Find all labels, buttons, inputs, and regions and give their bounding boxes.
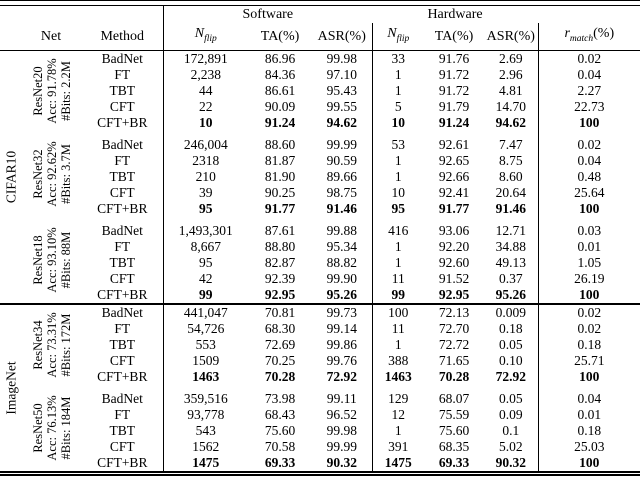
value-cell: 92.60 [438,254,470,270]
value-cell: 90.09 [264,98,296,114]
value-cell: 99.98 [312,423,372,439]
value-cell: 99.99 [312,439,372,455]
value-cell: 100 [579,454,600,470]
net-acc-line: Acc: 91.78% [45,58,59,124]
table-row [0,304,640,321]
net-bits-line: #Bits: 2.2M [59,60,73,121]
value-cell: 2.96 [484,67,538,83]
value-cell: 0.009 [484,304,538,321]
bottom-double-rule [0,471,640,476]
value-cell: 172,891 [183,50,228,66]
value-cell: 68.43 [264,406,296,422]
net-label [22,50,82,131]
value-cell: 91.24 [264,114,296,130]
value-cell: 100 [579,286,600,302]
value-cell: 39 [199,184,213,200]
value-cell: 100 [579,114,600,130]
value-cell: 8,667 [190,238,221,254]
value-cell: 92.41 [438,184,470,200]
value-cell: 12 [391,406,406,422]
value-cell: 10 [391,184,406,200]
value-cell: 81.90 [264,168,296,184]
value-cell: 49.13 [484,255,538,271]
value-cell: 91.76 [438,50,470,66]
value-cell: 88.60 [264,136,296,152]
value-cell: 95.43 [312,83,372,99]
nflip-symbol: $N_{flip}$ [387,26,410,44]
value-cell: 1.05 [577,254,602,270]
method-cell: CFT+BR [82,455,163,471]
rmatch-symbol: $r_{match}$ [564,26,594,44]
table-row [0,67,640,83]
nflip-symbol: $N_{flip}$ [194,26,217,44]
value-cell: 84.36 [264,66,296,82]
net-label-text [31,227,73,292]
net-label-text [31,312,73,377]
net-label [22,385,82,471]
net-bits-line: #Bits: 184M [59,396,73,460]
value-cell: 25.64 [574,184,605,200]
method-cell: CFT [82,271,163,287]
value-cell: 99.76 [312,353,372,369]
table-row [0,271,640,287]
value-cell: 68.30 [264,320,296,336]
value-cell: 1 [394,238,402,254]
value-cell: 1475 [384,454,412,470]
value-cell: 0.03 [577,222,602,238]
value-cell: 553 [195,336,216,352]
net-net-line: ResNet20 [31,66,45,116]
table-row [0,185,640,201]
value-cell: 92.20 [438,238,470,254]
value-cell: 86.61 [264,82,296,98]
value-cell: 91.46 [484,201,538,217]
value-cell: 91.72 [438,82,470,98]
value-cell: 72.13 [424,304,484,321]
table-row [0,99,640,115]
dataset-label-text: ImageNet [3,361,19,415]
value-cell: 75.60 [438,422,470,438]
value-cell: 0.1 [484,423,538,439]
net-label [22,217,82,304]
value-cell: 99.55 [312,99,372,115]
value-cell: 93.06 [438,222,470,238]
value-cell: 72.92 [312,369,372,385]
software-nflip-column-header [163,23,248,50]
net-label [22,131,82,217]
value-cell: 2.27 [577,82,602,98]
value-cell: 210 [195,168,216,184]
method-cell: TBT [82,83,163,99]
value-cell: 99 [391,286,406,302]
method-cell: TBT [82,337,163,353]
value-cell: 99.86 [312,337,372,353]
value-cell: 0.18 [484,321,538,337]
value-cell: 91.24 [438,114,470,130]
net-net-line: ResNet50 [31,403,45,453]
table-row [0,115,640,131]
value-cell: 20.64 [484,185,538,201]
value-cell: 72.92 [484,369,538,385]
value-cell: 34.88 [484,239,538,255]
value-cell: 100 [372,304,424,321]
value-cell: 99.73 [312,304,372,321]
software-asr-column-header: ASR(%) [312,23,372,50]
method-cell: CFT [82,439,163,455]
value-cell: 88.80 [264,238,296,254]
net-acc-line: Acc: 73.31% [45,312,59,378]
value-cell: 2.69 [484,50,538,67]
value-cell: 33 [391,50,406,66]
value-cell: 1,493,301 [178,222,233,238]
value-cell: 5 [394,98,402,114]
value-cell: 1463 [384,368,412,384]
net-net-line: ResNet32 [31,149,45,199]
value-cell: 95 [199,200,213,216]
value-cell: 86.96 [264,50,296,66]
value-cell: 95.26 [484,287,538,304]
method-cell: CFT+BR [82,369,163,385]
header-blank-left [0,6,163,23]
value-cell: 14.70 [484,99,538,115]
table-row [0,217,640,239]
value-cell: 0.05 [484,385,538,407]
method-cell: BadNet [82,385,163,407]
value-cell: 0.37 [484,271,538,287]
value-cell: 416 [388,222,409,238]
value-cell: 95 [199,254,213,270]
dataset-label [0,50,22,304]
value-cell: 0.04 [577,66,602,82]
table-row [0,131,640,153]
table-row [0,169,640,185]
table-body [0,50,640,471]
method-cell: TBT [82,423,163,439]
value-cell: 359,516 [183,390,228,406]
value-cell: 53 [391,136,406,152]
net-acc-line: Acc: 92.62% [45,141,59,207]
group-header-row [0,6,640,23]
value-cell: 70.28 [438,368,470,384]
table-row [0,439,640,455]
net-bits-line: #Bits: 88M [59,231,73,289]
value-cell: 10 [391,114,406,130]
value-cell: 95.26 [312,287,372,304]
value-cell: 95 [391,200,406,216]
table-row [0,83,640,99]
value-cell: 0.48 [577,168,602,184]
value-cell: 91.79 [438,98,470,114]
table-row [0,455,640,471]
value-cell: 1509 [192,352,220,368]
net-label-text [31,58,73,123]
method-cell: CFT+BR [82,115,163,131]
value-cell: 90.32 [484,455,538,471]
net-acc-line: Acc: 76.13% [45,395,59,461]
value-cell: 2318 [192,152,220,168]
hardware-ta-column-header: TA(%) [424,23,484,50]
method-cell: FT [82,153,163,169]
value-cell: 99.90 [312,271,372,287]
table-row [0,255,640,271]
value-cell: 92.61 [438,136,470,152]
value-cell: 94.62 [312,115,372,131]
value-cell: 25.71 [574,352,605,368]
value-cell: 71.65 [438,352,470,368]
value-cell: 8.75 [484,153,538,169]
value-cell: 0.02 [577,136,602,152]
value-cell: 22.73 [574,98,605,114]
value-cell: 70.25 [264,352,296,368]
value-cell: 89.66 [312,169,372,185]
value-cell: 97.10 [312,67,372,83]
value-cell: 75.59 [438,406,470,422]
value-cell: 72.70 [438,320,470,336]
value-cell: 99.88 [312,217,372,239]
value-cell: 10 [199,114,213,130]
value-cell: 11 [391,320,405,336]
value-cell: 22 [199,98,213,114]
value-cell: 388 [388,352,409,368]
hardware-group-header: Hardware [427,7,483,22]
table-row [0,337,640,353]
value-cell: 4.81 [484,83,538,99]
dataset-label-text: CIFAR10 [3,150,19,203]
hardware-asr-column-header: ASR(%) [484,23,538,50]
value-cell: 391 [388,438,409,454]
value-cell: 0.05 [484,337,538,353]
value-cell: 92.65 [438,152,470,168]
method-cell: BadNet [82,131,163,153]
value-cell: 0.18 [577,336,602,352]
value-cell: 25.03 [574,438,605,454]
value-cell: 0.01 [577,238,602,254]
value-cell: 1 [394,254,402,270]
table-row [0,423,640,439]
value-cell: 0.01 [577,406,602,422]
value-cell: 0.02 [577,50,602,66]
value-cell: 7.47 [484,131,538,153]
value-cell: 68.07 [438,390,470,406]
value-cell: 12.71 [484,217,538,239]
method-cell: FT [82,67,163,83]
method-cell: CFT [82,99,163,115]
value-cell: 99.11 [312,385,372,407]
value-cell: 0.02 [538,304,640,321]
value-cell: 81.87 [264,152,296,168]
value-cell: 100 [579,368,600,384]
value-cell: 1562 [192,438,220,454]
value-cell: 91.46 [312,201,372,217]
value-cell: 129 [388,390,409,406]
method-cell: BadNet [82,50,163,67]
value-cell: 69.33 [438,454,470,470]
value-cell: 72.72 [438,336,470,352]
value-cell: 91.52 [438,270,470,286]
table-row [0,50,640,67]
value-cell: 93,778 [187,406,225,422]
net-net-line: ResNet34 [31,320,45,370]
net-acc-line: Acc: 93.10% [45,227,59,293]
net-bits-line: #Bits: 3.7M [59,143,73,204]
value-cell: 98.75 [312,185,372,201]
value-cell: 246,004 [183,136,228,152]
value-cell: 90.32 [312,455,372,471]
value-cell: 87.61 [264,222,296,238]
rmatch-column-header: $r_{match}(\%)$ [538,23,640,50]
value-cell: 0.18 [577,422,602,438]
value-cell: 0.09 [484,407,538,423]
table-row [0,321,640,337]
value-cell: 1 [394,66,402,82]
value-cell: 70.81 [248,304,312,321]
value-cell: 0.02 [577,320,602,336]
method-cell: FT [82,321,163,337]
value-cell: 70.58 [264,438,296,454]
value-cell: 92.95 [438,286,470,302]
table-row [0,201,640,217]
method-cell: CFT+BR [82,201,163,217]
value-cell: 1 [394,422,402,438]
value-cell: 69.33 [264,454,296,470]
method-cell: BadNet [82,217,163,239]
value-cell: 99 [199,286,213,302]
method-column-header: Method [82,23,163,50]
value-cell: 88.82 [312,255,372,271]
table-row [0,369,640,385]
value-cell: 1 [394,82,402,98]
method-cell: TBT [82,169,163,185]
value-cell: 91.77 [438,200,470,216]
method-cell: CFT [82,353,163,369]
method-cell: TBT [82,255,163,271]
method-cell: FT [82,239,163,255]
table-header [0,6,640,50]
value-cell: 99.99 [312,131,372,153]
header-blank-right [538,6,640,23]
value-cell: 94.62 [484,115,538,131]
value-cell: 44 [199,82,213,98]
value-cell: 70.28 [264,368,296,384]
net-label-text [31,141,73,206]
method-cell: CFT [82,185,163,201]
value-cell: 8.60 [484,169,538,185]
net-column-header: Net [0,23,82,50]
value-cell: 1 [394,168,402,184]
value-cell: 95.34 [312,239,372,255]
table-row [0,239,640,255]
table-row [0,153,640,169]
value-cell: 73.98 [264,390,296,406]
method-cell: BadNet [82,304,163,321]
method-cell: CFT+BR [82,287,163,304]
column-header-row [0,23,640,50]
value-cell: 96.52 [312,407,372,423]
table-row [0,385,640,407]
value-cell: 543 [195,422,216,438]
value-cell: 92.39 [264,270,296,286]
value-cell: 0.04 [577,152,602,168]
table-row [0,407,640,423]
value-cell: 441,047 [163,304,248,321]
value-cell: 91.72 [438,66,470,82]
value-cell: 2,238 [190,66,221,82]
value-cell: 82.87 [264,254,296,270]
value-cell: 68.35 [438,438,470,454]
value-cell: 1 [394,152,402,168]
value-cell: 54,726 [187,320,225,336]
value-cell: 1463 [192,368,220,384]
net-bits-line: #Bits: 172M [59,313,73,377]
hardware-nflip-column-header [372,23,424,50]
value-cell: 72.69 [264,336,296,352]
value-cell: 90.59 [312,153,372,169]
value-cell: 100 [579,200,600,216]
value-cell: 11 [391,270,405,286]
value-cell: 99.14 [312,321,372,337]
net-label-text [31,395,73,460]
value-cell: 90.25 [264,184,296,200]
value-cell: 92.95 [264,286,296,302]
table-row [0,353,640,369]
net-net-line: ResNet18 [31,235,45,285]
value-cell: 26.19 [574,270,605,286]
value-cell: 1 [394,336,402,352]
software-group-header: Software [242,7,294,22]
method-cell: FT [82,407,163,423]
results-table [0,6,640,471]
value-cell: 1475 [192,454,220,470]
value-cell: 75.60 [264,422,296,438]
dataset-label [0,304,22,471]
value-cell: 0.10 [484,353,538,369]
value-cell: 91.77 [264,200,296,216]
value-cell: 92.66 [438,168,470,184]
value-cell: 5.02 [484,439,538,455]
value-cell: 99.98 [312,50,372,67]
net-label [22,304,82,385]
table-row [0,287,640,304]
value-cell: 42 [199,270,213,286]
software-ta-column-header: TA(%) [248,23,312,50]
value-cell: 0.04 [577,390,602,406]
